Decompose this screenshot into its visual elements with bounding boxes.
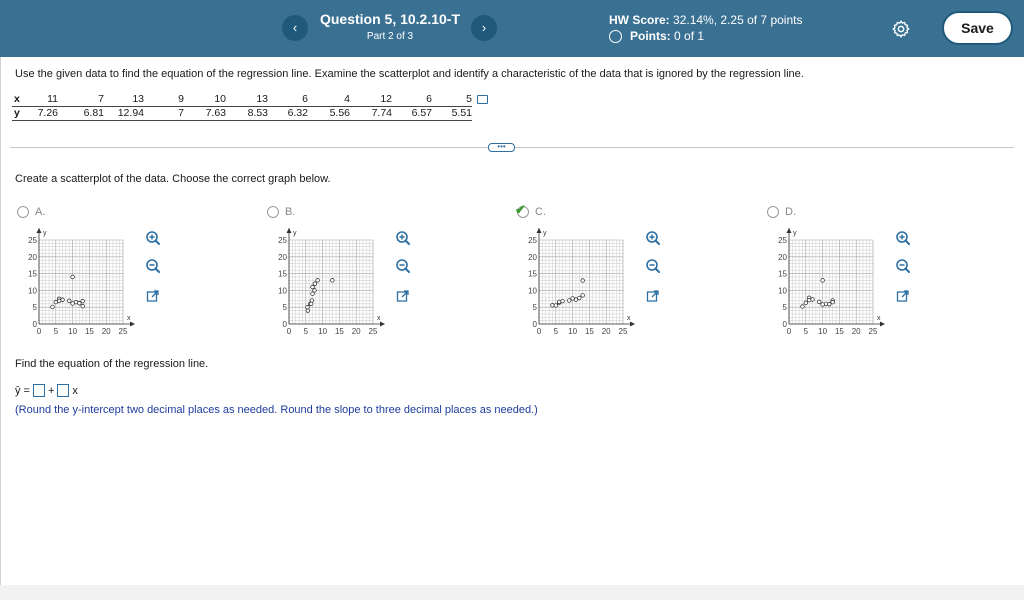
scatter-point xyxy=(581,294,585,298)
x-axis-arrow-icon xyxy=(130,322,135,327)
save-button[interactable]: Save xyxy=(942,11,1013,45)
zoom-out-icon[interactable] xyxy=(643,256,663,276)
slope-input[interactable] xyxy=(57,384,69,397)
x-tick-label: 25 xyxy=(368,327,378,336)
y-axis-label: y xyxy=(793,230,797,237)
scatter-point xyxy=(804,301,808,305)
y-value-cell: 6.81 xyxy=(58,106,104,120)
x-axis-arrow-icon xyxy=(380,322,385,327)
graph-option-a[interactable] xyxy=(17,206,257,346)
x-value-cell: 12 xyxy=(350,92,392,106)
scatterplot xyxy=(17,224,142,342)
previous-question-button[interactable]: ‹ xyxy=(282,15,308,41)
instruction-text: Use the given data to find the equation of the regression line. Examine the scatterplot and identify a characteristic of the data that is ignored by the regression line. xyxy=(15,68,804,80)
scatter-point xyxy=(306,305,310,309)
y-value-cell: 8.53 xyxy=(226,106,268,120)
scatter-point xyxy=(71,302,75,306)
y-tick-label: 15 xyxy=(778,269,787,279)
scatterplot xyxy=(517,224,642,342)
y-tick-label: 5 xyxy=(282,303,287,313)
zoom-out-icon[interactable] xyxy=(393,256,413,276)
y-axis-arrow-icon xyxy=(37,228,42,233)
x-variable: x xyxy=(72,384,78,397)
scatter-point xyxy=(71,275,75,279)
scatter-point xyxy=(581,279,585,283)
option-label[interactable] xyxy=(267,206,295,218)
y-value-cell: 7.74 xyxy=(350,106,392,120)
option-label[interactable] xyxy=(515,202,546,218)
points-circle-icon xyxy=(609,30,622,43)
y-tick-label: 15 xyxy=(28,269,37,279)
y-axis-label: y xyxy=(293,230,297,237)
scatter-point xyxy=(51,305,55,309)
grid-background xyxy=(539,240,623,324)
x-tick-label: 10 xyxy=(568,327,578,336)
x-tick-label: 5 xyxy=(553,327,559,336)
scatter-point xyxy=(571,297,575,301)
y-tick-label: 0 xyxy=(32,320,37,329)
scatter-point xyxy=(817,300,821,304)
zoom-in-icon[interactable] xyxy=(143,228,163,248)
y-tick-label: 10 xyxy=(778,286,787,296)
x-value-cell: 5 xyxy=(432,92,472,106)
y-value-cell: 5.51 xyxy=(432,106,472,120)
y-tick-label: 5 xyxy=(782,303,787,313)
scatter-point xyxy=(78,301,82,305)
x-value-cell: 13 xyxy=(226,92,268,106)
points-label: Points: xyxy=(630,29,671,43)
expand-more-button[interactable]: ••• xyxy=(488,143,515,152)
scatterplot xyxy=(767,224,892,342)
y-value-cell: 7.26 xyxy=(28,106,58,120)
y-axis-label: y xyxy=(43,230,47,237)
scatterplot xyxy=(267,224,392,342)
zoom-in-icon[interactable] xyxy=(893,228,913,248)
next-question-button[interactable]: › xyxy=(471,15,497,41)
data-row-y xyxy=(12,106,472,120)
y-tick-label: 15 xyxy=(278,269,287,279)
question-title: Question 5, 10.2.10-T xyxy=(319,11,461,27)
zoom-out-icon[interactable] xyxy=(893,256,913,276)
scatterplot-prompt: Create a scatterplot of the data. Choose the correct graph below. xyxy=(15,173,331,185)
x-value-cell: 13 xyxy=(104,92,144,106)
scatter-point xyxy=(81,304,85,308)
y-value-cell: 5.56 xyxy=(308,106,350,120)
x-axis-label: x xyxy=(377,315,381,322)
y-value-cell: 6.57 xyxy=(392,106,432,120)
scatter-point xyxy=(311,285,315,289)
scatter-point xyxy=(81,299,85,303)
open-external-icon[interactable] xyxy=(893,286,913,306)
open-external-icon[interactable] xyxy=(643,286,663,306)
option-letter: D. xyxy=(785,206,796,218)
y-tick-label: 20 xyxy=(778,252,787,262)
option-label[interactable] xyxy=(17,206,45,218)
graph-option-b[interactable] xyxy=(267,206,507,346)
x-tick-label: 15 xyxy=(334,327,344,336)
left-border xyxy=(0,57,1,585)
y-tick-label: 20 xyxy=(28,252,37,262)
option-radio[interactable] xyxy=(17,206,29,218)
x-tick-label: 5 xyxy=(303,327,309,336)
copy-data-icon[interactable] xyxy=(477,95,488,104)
y-tick-label: 25 xyxy=(278,236,287,245)
x-tick-label: 0 xyxy=(786,327,792,336)
scatter-point xyxy=(54,300,58,304)
zoom-in-icon[interactable] xyxy=(643,228,663,248)
y-axis-arrow-icon xyxy=(787,228,792,233)
x-axis-label: x xyxy=(127,315,131,322)
x-tick-label: 15 xyxy=(584,327,594,336)
header-bar xyxy=(0,0,1024,57)
scatter-point xyxy=(316,279,320,283)
graph-option-d[interactable] xyxy=(767,206,1007,346)
y-header: y xyxy=(12,106,28,120)
y-tick-label: 0 xyxy=(532,320,537,329)
option-radio[interactable] xyxy=(767,206,779,218)
y-tick-label: 10 xyxy=(28,286,37,296)
x-value-cell: 6 xyxy=(268,92,308,106)
x-axis-arrow-icon xyxy=(630,322,635,327)
scatter-point xyxy=(557,300,561,304)
x-value-cell: 4 xyxy=(308,92,350,106)
x-tick-label: 15 xyxy=(84,327,94,336)
scatter-point xyxy=(821,303,825,307)
x-value-cell: 7 xyxy=(58,92,104,106)
open-external-icon[interactable] xyxy=(393,286,413,306)
y-axis-arrow-icon xyxy=(537,228,542,233)
y-tick-label: 10 xyxy=(278,286,287,296)
x-value-cell: 9 xyxy=(144,92,184,106)
y-tick-label: 25 xyxy=(778,236,787,245)
open-external-icon[interactable] xyxy=(143,286,163,306)
y-tick-label: 0 xyxy=(282,320,287,329)
points-status xyxy=(609,29,704,43)
x-tick-label: 20 xyxy=(601,327,611,336)
y-tick-label: 20 xyxy=(528,252,537,262)
y-value-cell: 7 xyxy=(144,106,184,120)
y-tick-label: 15 xyxy=(528,269,537,279)
hw-score-value: 32.14%, 2.25 of 7 points xyxy=(673,13,803,27)
y-tick-label: 5 xyxy=(32,303,37,313)
y-tick-label: 0 xyxy=(782,320,787,329)
scatter-point xyxy=(554,304,558,308)
plus-sign: + xyxy=(47,384,55,397)
data-row-x xyxy=(12,92,472,106)
scatter-point xyxy=(313,289,317,293)
y-tick-label: 25 xyxy=(28,236,37,245)
y-tick-label: 25 xyxy=(528,236,537,245)
graph-option-c[interactable] xyxy=(515,202,757,346)
footer-bar xyxy=(0,585,1024,600)
option-letter: A. xyxy=(35,206,46,218)
x-tick-label: 0 xyxy=(536,327,542,336)
scatter-point xyxy=(578,296,582,300)
grid-background xyxy=(789,240,873,324)
x-tick-label: 5 xyxy=(53,327,59,336)
x-tick-label: 10 xyxy=(318,327,328,336)
scatter-point xyxy=(807,298,811,302)
x-value-cell: 10 xyxy=(184,92,226,106)
yhat-label: ŷ = xyxy=(15,384,30,397)
y-value-cell: 7.63 xyxy=(184,106,226,120)
x-tick-label: 15 xyxy=(834,327,844,336)
grid-background xyxy=(39,240,123,324)
equation-prompt: Find the equation of the regression line. xyxy=(15,358,209,370)
x-tick-label: 10 xyxy=(818,327,828,336)
hw-score-label: HW Score: xyxy=(609,13,670,27)
y-axis-arrow-icon xyxy=(287,228,292,233)
option-letter: C. xyxy=(535,206,546,218)
zoom-out-icon[interactable] xyxy=(143,256,163,276)
x-tick-label: 20 xyxy=(351,327,361,336)
x-axis-label: x xyxy=(877,315,881,322)
x-axis-label: x xyxy=(627,315,631,322)
grid-background xyxy=(289,240,373,324)
y-value-cell: 12.94 xyxy=(104,106,144,120)
hw-score xyxy=(609,13,802,27)
scatter-point xyxy=(311,292,315,296)
scatter-point xyxy=(67,299,71,303)
y-tick-label: 10 xyxy=(528,286,537,296)
x-value-cell: 11 xyxy=(28,92,58,106)
x-tick-label: 10 xyxy=(68,327,78,336)
intercept-input[interactable] xyxy=(33,384,45,397)
x-tick-label: 25 xyxy=(868,327,878,336)
x-value-cell: 6 xyxy=(392,92,432,106)
option-label[interactable] xyxy=(767,206,796,218)
points-value: 0 of 1 xyxy=(674,29,705,43)
correct-check-icon: ✔ xyxy=(515,202,526,217)
y-tick-label: 20 xyxy=(278,252,287,262)
regression-equation xyxy=(15,384,78,397)
gear-icon[interactable] xyxy=(891,19,911,39)
rounding-hint: (Round the y-intercept two decimal places as needed. Round the slope to three decimal places as needed.) xyxy=(15,404,538,416)
x-axis-arrow-icon xyxy=(880,322,885,327)
x-tick-label: 20 xyxy=(851,327,861,336)
scatter-point xyxy=(828,302,832,306)
x-tick-label: 25 xyxy=(618,327,628,336)
x-tick-label: 0 xyxy=(36,327,42,336)
scatter-point xyxy=(801,305,805,309)
scatter-point xyxy=(567,299,571,303)
data-table xyxy=(12,92,472,121)
y-tick-label: 5 xyxy=(532,303,537,313)
scatter-point xyxy=(831,300,835,304)
x-tick-label: 5 xyxy=(803,327,809,336)
scatter-point xyxy=(331,279,335,283)
scatter-point xyxy=(309,302,313,306)
option-letter: B. xyxy=(285,206,296,218)
option-radio[interactable] xyxy=(267,206,279,218)
y-axis-label: y xyxy=(543,230,547,237)
x-tick-label: 25 xyxy=(118,327,128,336)
y-value-cell: 6.32 xyxy=(268,106,308,120)
scatter-point xyxy=(313,282,317,286)
x-tick-label: 0 xyxy=(286,327,292,336)
x-header: x xyxy=(12,92,28,106)
zoom-in-icon[interactable] xyxy=(393,228,413,248)
x-tick-label: 20 xyxy=(101,327,111,336)
scatter-point xyxy=(821,279,825,283)
question-part: Part 2 of 3 xyxy=(366,31,414,42)
